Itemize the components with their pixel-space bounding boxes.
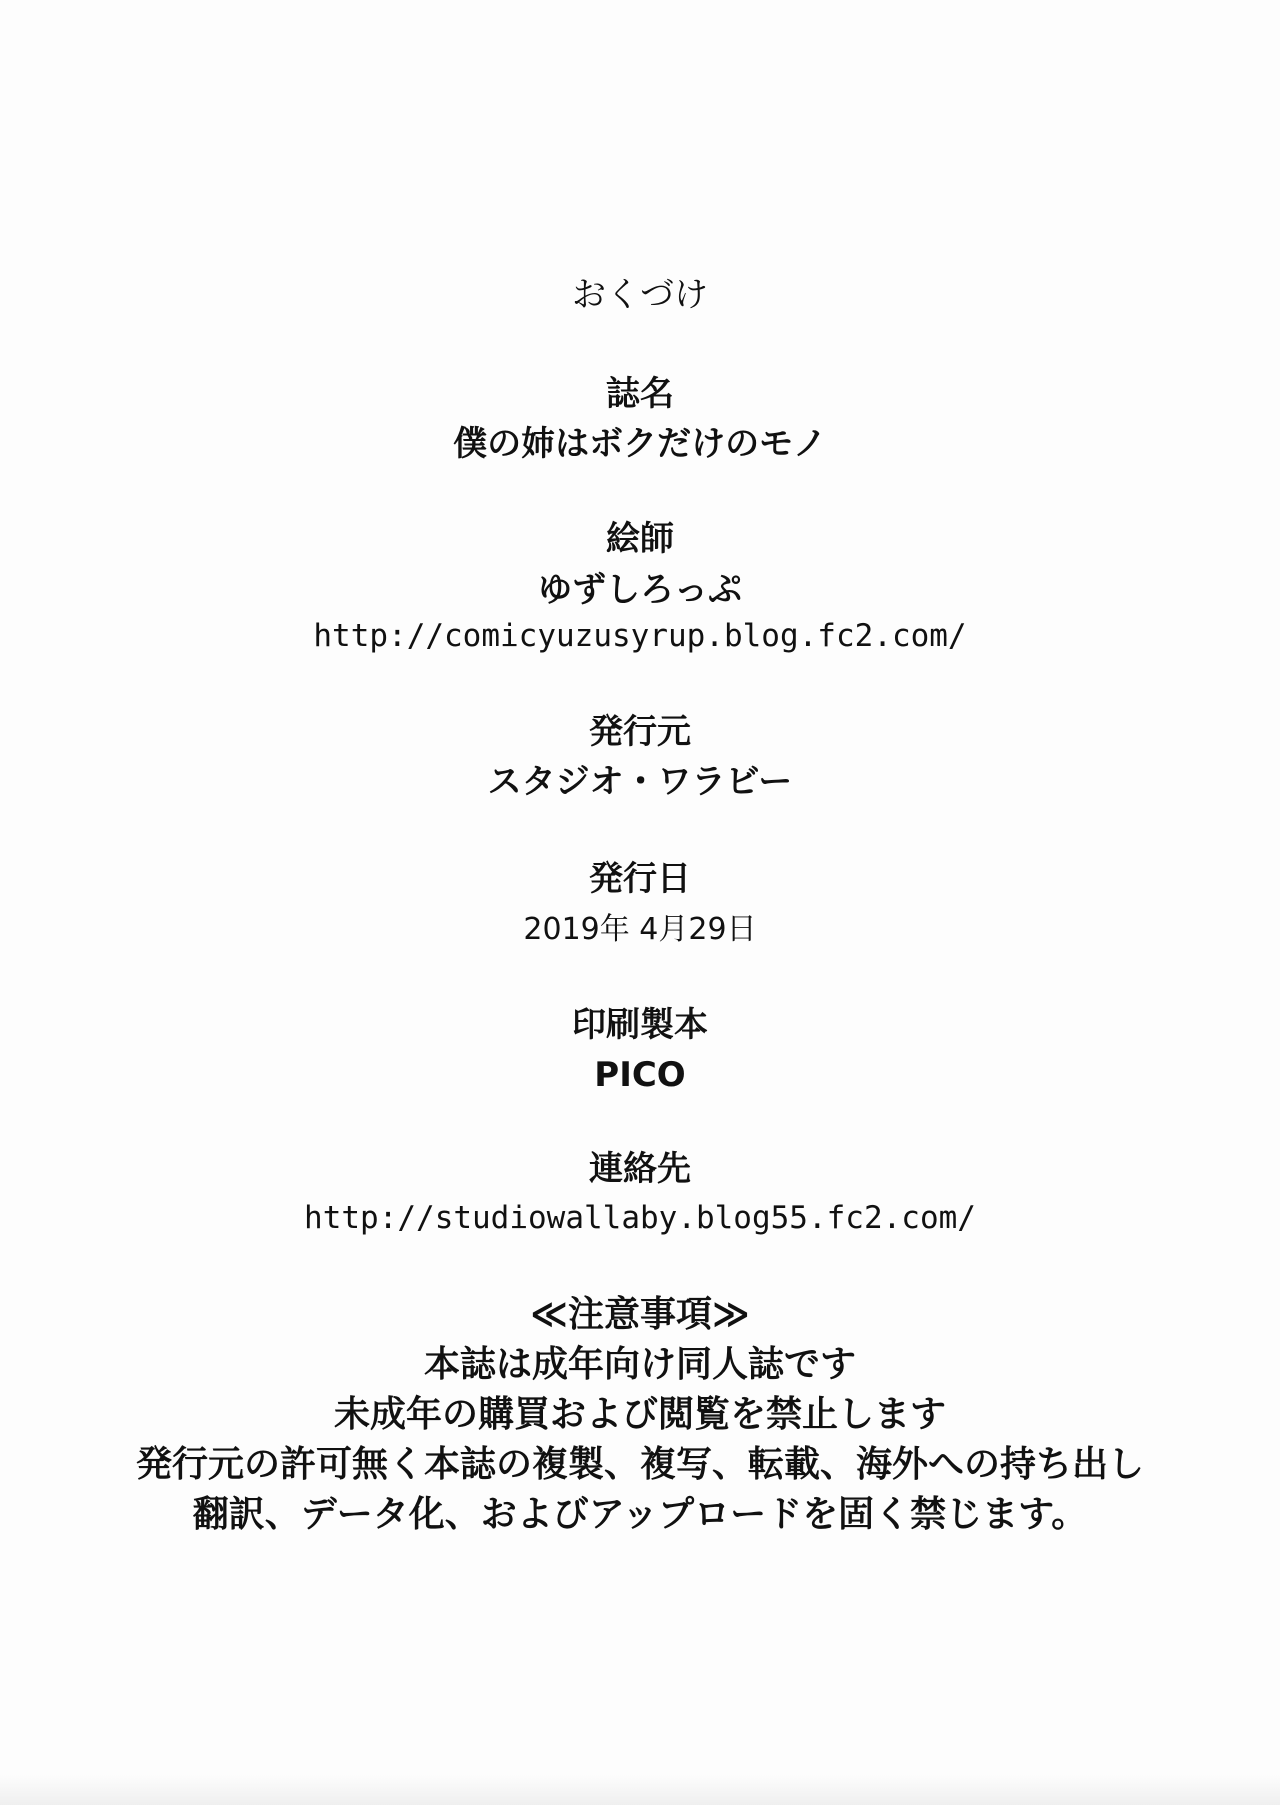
- publish-date-heading: 発行日: [589, 859, 691, 899]
- contact-heading: 連絡先: [589, 1149, 691, 1189]
- publisher-heading: 発行元: [589, 712, 691, 752]
- notice-heading: ≪注意事項≫: [530, 1294, 750, 1335]
- artist-name: ゆずしろっぷ: [538, 570, 742, 610]
- publish-date-value: 2019年 4月29日: [523, 912, 757, 947]
- magazine-name-heading: 誌名: [606, 374, 674, 414]
- publisher-name: スタジオ・ワラビー: [487, 762, 793, 802]
- printing-value: PICO: [594, 1055, 686, 1095]
- artist-heading: 絵師: [606, 519, 674, 559]
- contact-url: http://studiowallaby.blog55.fc2.com/: [304, 1200, 976, 1236]
- artist-url: http://comicyuzusyrup.blog.fc2.com/: [313, 618, 967, 654]
- notice-line-1: 本誌は成年向け同人誌です: [423, 1344, 856, 1385]
- notice-line-4: 翻訳、データ化、およびアップロードを固く禁じます。: [192, 1494, 1088, 1535]
- scan-edge-shading: [0, 1775, 1280, 1805]
- notice-line-3: 発行元の許可無く本誌の複製、複写、転載、海外への持ち出し: [135, 1444, 1144, 1485]
- colophon-title: おくづけ: [572, 275, 708, 315]
- printing-heading: 印刷製本: [572, 1005, 708, 1045]
- notice-line-2: 未成年の購買および閲覧を禁止します: [333, 1394, 946, 1435]
- magazine-name-value: 僕の姉はボクだけのモノ: [453, 424, 827, 464]
